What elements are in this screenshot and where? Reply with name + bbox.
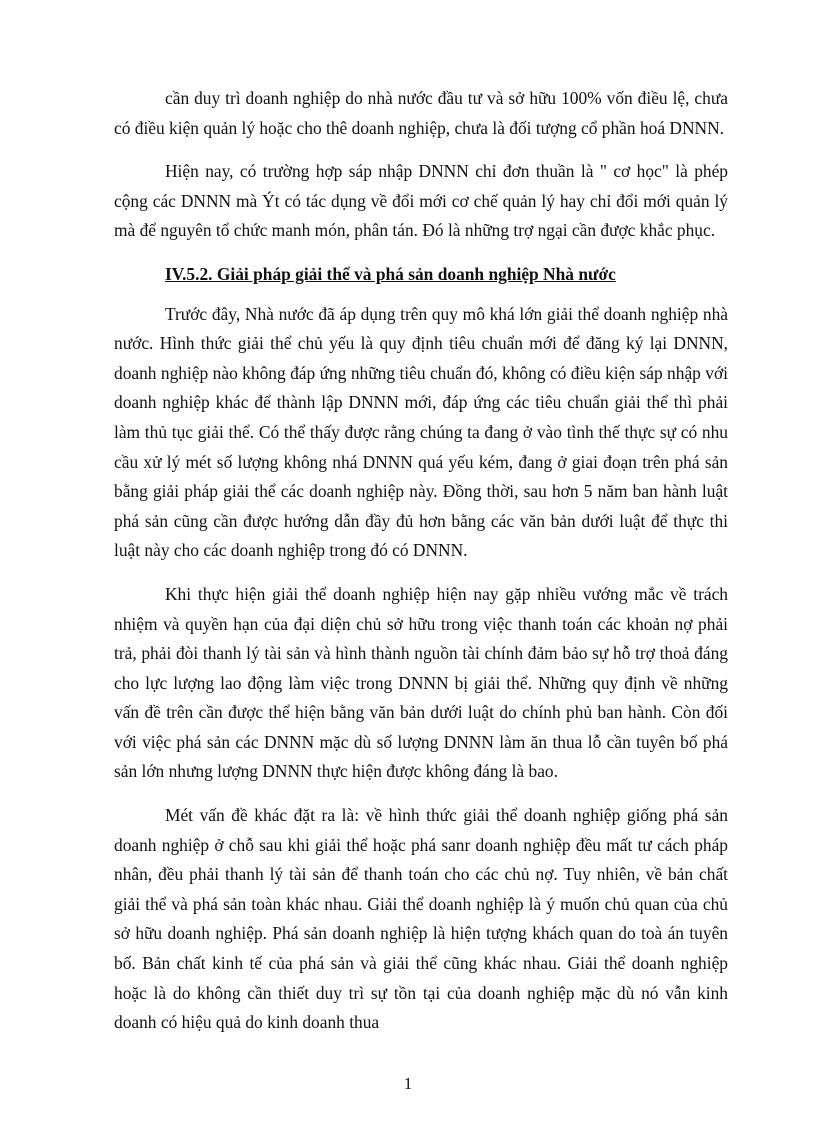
page-number: 1: [403, 1074, 413, 1093]
paragraph-continuation: cần duy trì doanh nghiệp do nhà nước đầu tư và sở hữu 100% vốn điều lệ, chưa có điều kiện quản lý hoặc cho thê doanh nghiệp, chưa là đối tượng cổ phần hoá DNNN.: [114, 88, 728, 138]
section-heading-text: IV.5.2. Giải pháp giải thể và phá sản doanh nghiệp Nhà nước: [165, 263, 616, 284]
paragraph-dissolution-history: Trước đây, Nhà nước đã áp dụng trên quy mô khá lớn giải thể doanh nghiệp nhà nước. Hình thức giải thể chủ yếu là quy định tiêu chuẩn mới để đăng ký lại DNNN, doanh nghiệp nào không đáp ứng những tiêu chuẩn đó, không có điều kiện sáp nhập với doanh nghiệp khác để thành lập DNNN mới, đáp ứng các tiêu chuẩn giải thể thì phải làm thủ tục giải thể. Có thể thấy được rằng chúng ta đang ở vào tình thế thực sự có nhu cầu xử lý mét số lượng không nhá DNNN quá yếu kém, đang ở giai đoạn trên phá sản bằng giải pháp giải thể các doanh nghiệp này. Đồng thời, sau hơn 5 năm ban hành luật phá sản cũng cần được hướng dẫn đầy đủ hơn bằng các văn bản dưới luật để thực thi luật này cho các doanh nghiệp trong đó có DNNN.: [114, 303, 728, 561]
paragraph-dissolution-vs-bankruptcy: Mét vấn đề khác đặt ra là: về hình thức giải thể doanh nghiệp giống phá sản doanh nghiệp ở chỗ sau khi giải thể hoặc phá sanr doanh nghiệp đều mất tư cách pháp nhân, đều phải thanh lý tài sản để thanh toán cho các chủ nợ. Tuy nhiên, về bản chất giải thể và phá sản toàn khác nhau. Giải thể doanh nghiệp là ý muốn chủ quan của chủ sở hữu doanh nghiệp. Phá sản doanh nghiệp là hiện tượng khách quan do toà án tuyên bố. Bản chất kinh tế của phá sản và giải thể cũng khác nhau. Giải thể doanh nghiệp hoặc là do không cần thiết duy trì sự tồn tại của doanh nghiệp mặc dù nó vẫn kinh doanh có hiệu quả do kinh doanh thua: [114, 805, 728, 1033]
section-heading: [114, 260, 728, 290]
paragraph-dissolution-difficulties: Khi thực hiện giải thể doanh nghiệp hiện nay gặp nhiều vướng mắc về trách nhiệm và quyền hạn của đại diện chủ sở hữu trong việc thanh toán các khoản nợ phải trả, phải đòi thanh lý tài sản và hình thành nguồn tài chính đảm bảo sự hỗ trợ thoả đáng cho lực lượng lao động làm việc trong DNNN bị giải thể. Những quy định về những vấn đề trên cần được thể hiện bằng văn bản dưới luật do chính phủ ban hành. Còn đối với việc phá sản các DNNN mặc dù số lượng DNNN làm ăn thua lỗ cần tuyên bố phá sản lớn nhưng lượng DNNN thực hiện được không đáng là bao.: [114, 583, 728, 782]
document-body: [114, 84, 728, 1052]
paragraph-merger-issue: Hiện nay, có trường hợp sáp nhập DNNN chỉ đơn thuần là " cơ học" là phép cộng các DNNN mà Ýt có tác dụng về đổi mới cơ chế quản lý hay chỉ đổi mới quản lý mà để nguyên tổ chức manh món, phân tán. Đó là những trợ ngại cần được khắc phục.: [114, 161, 728, 241]
